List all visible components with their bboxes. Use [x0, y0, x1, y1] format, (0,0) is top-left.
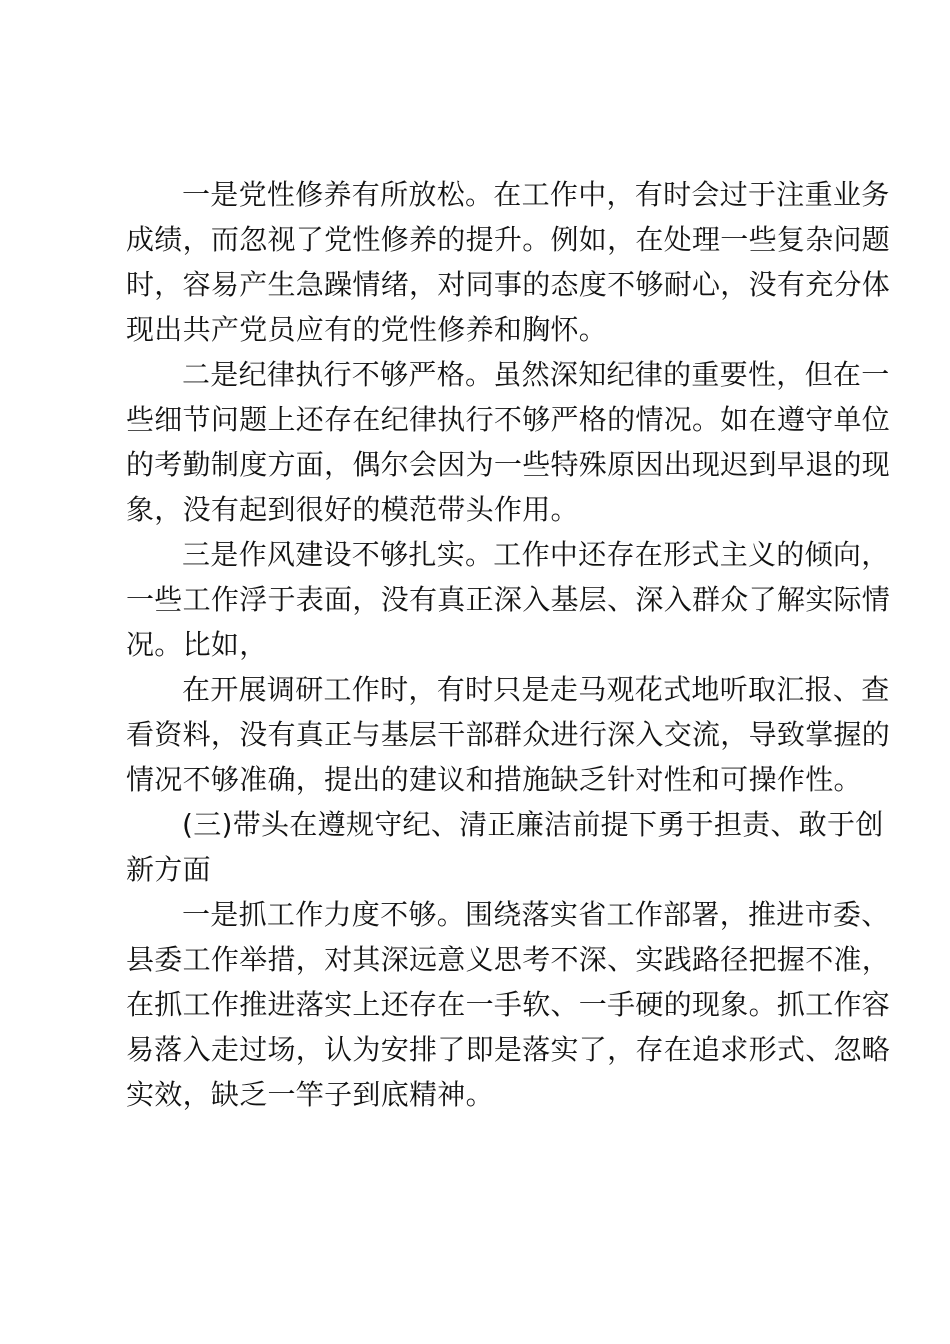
paragraph-party-spirit — [126, 172, 891, 352]
text-line: 二是纪律执行不够严格。虽然深知纪律的重要性，但在一 — [182, 358, 890, 391]
text-line: 在开展调研工作时，有时只是走马观花式地听取汇报、查 — [182, 673, 890, 706]
text-line: 些细节问题上还存在纪律执行不够严格的情况。如在遵守单位 — [126, 403, 891, 436]
text-line: 易落入走过场，认为安排了即是落实了，存在追求形式、忽略 — [126, 1033, 891, 1066]
text-line: 现出共产党员应有的党性修养和胸怀。 — [126, 313, 608, 346]
text-line: 县委工作举措，对其深远意义思考不深、实践路径把握不准， — [126, 943, 891, 976]
text-line: 三是作风建设不够扎实。工作中还存在形式主义的倾向， — [182, 538, 890, 571]
text-line: 的考勤制度方面，偶尔会因为一些特殊原因出现迟到早退的现 — [126, 448, 891, 481]
text-line: 实效，缺乏一竿子到底精神。 — [126, 1078, 494, 1111]
section-heading-three — [126, 802, 884, 892]
paragraph-work-intensity — [126, 892, 891, 1117]
text-line: 成绩，而忽视了党性修养的提升。例如，在处理一些复杂问题 — [126, 223, 891, 256]
text-line: 象，没有起到很好的模范带头作用。 — [126, 493, 579, 526]
paragraph-discipline — [126, 352, 891, 532]
text-line: 时，容易产生急躁情绪，对同事的态度不够耐心，没有充分体 — [126, 268, 891, 301]
text-line: 新方面 — [126, 853, 211, 886]
text-line: 在抓工作推进落实上还存在一手软、一手硬的现象。抓工作容 — [126, 988, 891, 1021]
text-line: 一是抓工作力度不够。围绕落实省工作部署，推进市委、 — [182, 898, 890, 931]
paragraph-research-example — [126, 667, 891, 802]
document-body — [126, 172, 891, 1117]
paragraph-work-style — [126, 532, 891, 667]
text-line: 一是党性修养有所放松。在工作中，有时会过于注重业务 — [182, 178, 890, 211]
text-line: (三)带头在遵规守纪、清正廉洁前提下勇于担责、敢于创 — [182, 808, 884, 841]
text-line: 看资料，没有真正与基层干部群众进行深入交流，导致掌握的 — [126, 718, 891, 751]
text-line: 一些工作浮于表面，没有真正深入基层、深入群众了解实际情 — [126, 583, 891, 616]
text-line: 况。比如， — [126, 628, 268, 661]
text-line: 情况不够准确，提出的建议和措施缺乏针对性和可操作性。 — [126, 763, 862, 796]
